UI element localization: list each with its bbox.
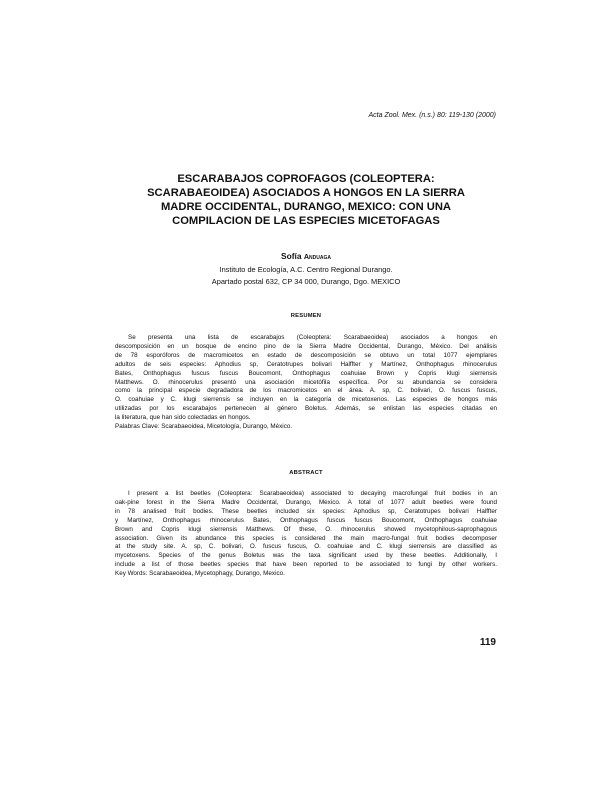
abstract-line: include a list of those beetles species that have been reported to be associated to fungi by other workers. [115,561,497,569]
abstract-body [115,490,497,579]
abstract-line: y Martínez, Onthophagus rhinocerulus Bates, Onthophagus fuscus fuscus Boucomont, Onthophagus coahuiae [115,516,497,524]
resumen-heading: RESUMEN [290,313,322,319]
resumen-line: O. coahuiae y C. klugi sierrensis se incluyen en la categoría de micetoxenos. Las especies de hongos más [115,396,497,404]
affiliation-line: Apartado postal 632, CP 34 000, Durango, Dgo. MEXICO [211,276,401,286]
title-line: COMPILACION DE LAS ESPECIES MICETOFAGAS [172,215,440,227]
abstract-line: I present a list beetles (Coleoptera: Scarabaeoidea) associated to decaying macrofungal fruit bodies in an [128,490,497,497]
abstract-line: mycetoxens. Species of the genus Boletus was the taxa significant used by these beetles. Additionally, I [115,552,497,560]
abstract-heading: ABSTRACT [289,470,323,476]
resumen-keywords: Palabras Clave: Scarabaeoidea, Micetología, Durango, México. [115,423,293,431]
author-name [130,251,482,261]
abstract-line: Brown and Copris klugi sierrensis Matthews. Of these, O. rhinocerulus showed mycetophilous-saprophagous [115,525,497,533]
resumen-line: de 78 esporóforos de macromicetos en estado de descomposición se obtuvo un total 1077 ejemplares [115,351,497,359]
author-first-name: Sofía [281,251,302,261]
abstract-line: in 78 analised fruit bodies. These beetles included six species: Aphodius sp, Ceratotrupes bolivari Halffter [115,507,497,515]
article-title [130,172,482,228]
abstract-line: association. Given its abundance this species is considered the main macro-fungal fruit bodies decomposer [115,534,497,542]
abstract-line: at the study site. A. sp, C. bolivari, O. fuscus fuscus, O. coahuiae and C. klugi sierrensis are classified as [115,543,497,551]
resumen-line: utilizadas por los escarabajos pertenecen al género Boletus. Además, se enlistan las especies citadas en [115,405,497,413]
title-line: MADRE OCCIDENTAL, DURANGO, MEXICO: CON UNA [160,201,452,213]
resumen-line: Bates, Onthophagus fuscus fuscus Boucomont, Onthophagus coahuiae Brown y Copris klugi sierrensis [115,369,497,377]
abstract-line: oak-pine forest in the Sierra Madre Occidental, Durango, Mexico. A total of 1077 adult beetles were found [115,498,497,506]
resumen-line: adultos de seis especies: Aphodius sp, Ceratotrupes bolivari Halffter y Martínez, Onthophagus rhinocerulus [115,360,497,368]
author-affiliation [130,264,482,287]
page-number: 119 [479,637,496,648]
resumen-line: Se presenta una lista de escarabajos (Coleoptera: Scarabaeoidea) asociados a hongos en [128,334,497,341]
resumen-line: Matthews. O. rhinocerulus presentó una asociación micetófila específica. Por su abundancia se considera [115,378,497,386]
author-last-name: Anduaga [303,252,331,261]
resumen-line: como la principal especie degradadora de los macromicetos en el área. A. sp, C. bolivari, O. fuscus fuscus, [115,387,497,395]
title-line: ESCARABAJOS COPROFAGOS (COLEOPTERA: [177,173,435,185]
title-line: SCARABAEOIDEA) ASOCIADOS A HONGOS EN LA SIERRA [147,187,465,199]
resumen-line: descomposición en un bosque de encino pino de la Sierra Madre Occidental, Durango, México. Del análisis [115,342,497,350]
journal-citation: Acta Zool. Mex. (n.s.) 80: 119-130 (2000) [368,112,496,119]
abstract-keywords: Key Words: Scarabaeoidea, Mycetophagy, Durango, Mexico. [115,570,285,578]
affiliation-line: Instituto de Ecología, A.C. Centro Regional Durango. [219,265,393,274]
resumen-line: la literatura, que han sido colectadas en hongos. [115,414,251,422]
resumen-body [115,334,497,432]
